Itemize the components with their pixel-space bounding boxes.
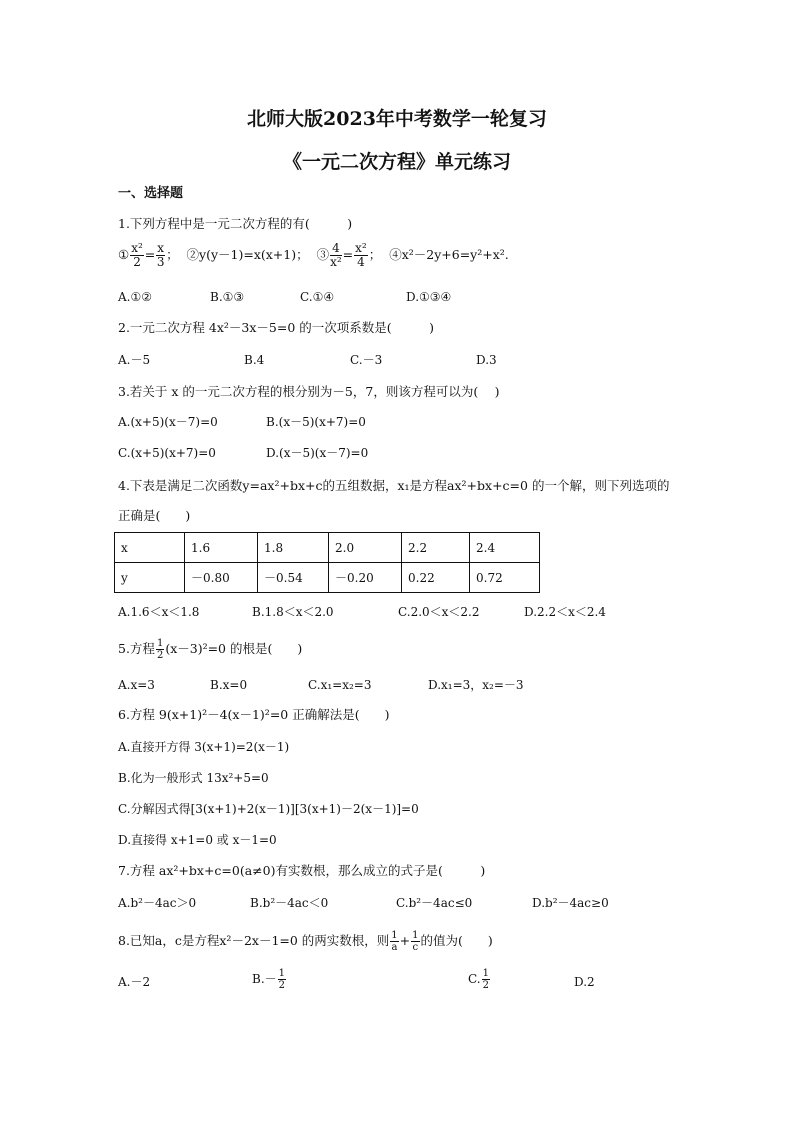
table-cell: 2.2 <box>402 533 470 563</box>
q1-e3-frac-right: $\frac{\text{x²}}{4}$ <box>355 241 367 269</box>
q8-stem: 8.已知a，c是方程x²－2x－1=0 的两实数根，则 $\frac{1}{a}$ + $\frac{1}{c}$ 的值为( ) <box>118 930 493 953</box>
q5-option-b: B.x=0 <box>210 678 248 692</box>
table-cell: －0.20 <box>329 563 402 593</box>
q5-option-d: D.x₁=3，x₂=－3 <box>428 678 524 692</box>
q1-e1-frac-right: $\frac{x}{3}$ <box>156 241 165 269</box>
q1-e4: ④x²－2y+6=y²+x². <box>389 247 509 262</box>
q3-option-a: A.(x+5)(x－7)=0 <box>118 415 218 429</box>
q8-option-c: C. $\frac{1}{2}$ <box>468 968 489 991</box>
q7-option-d: D.b²－4ac≥0 <box>532 896 609 910</box>
title-line-1: 北师大版2023年中考数学一轮复习 <box>247 108 547 130</box>
q1-option-d: D.①③④ <box>406 290 452 304</box>
table-cell: 2.4 <box>470 533 540 563</box>
q1-expressions: ① $\frac{\text{x²}}{2}$ = $\frac{x}{3}$ ； ②y(y－1)=x(x+1)； ③ $\frac{4}{\text{x²}}$ = $\frac{\text{x²}}{4}$ ； ④x²－2y+6=y²+x². <box>118 241 509 269</box>
title-line-2: 《一元二次方程》单元练习 <box>282 151 511 173</box>
q8-option-b: B.－ $\frac{1}{2}$ <box>252 968 286 991</box>
q3-option-c: C.(x+5)(x+7)=0 <box>118 446 216 460</box>
q3-option-b: B.(x－5)(x+7)=0 <box>266 415 366 429</box>
q4-stem-line-1: 4.下表是满足二次函数y=ax²+bx+c的五组数据，x₁是方程ax²+bx+c=0 的一个解，则下列选项的 <box>118 478 670 493</box>
table-row <box>115 533 540 563</box>
table-cell: －0.80 <box>185 563 258 593</box>
q8-option-b-fraction: $\frac{1}{2}$ <box>278 968 286 991</box>
q3-stem: 3.若关于 x 的一元二次方程的根分别为－5，7，则该方程可以为( ) <box>118 384 500 399</box>
q1-e3-frac-left: $\frac{4}{\text{x²}}$ <box>330 241 342 269</box>
q5-fraction: $\frac{1}{2}$ <box>156 638 164 661</box>
table-cell: x <box>115 533 185 563</box>
q7-stem: 7.方程 ax²+bx+c=0(a≠0)有实数根，那么成立的式子是( ) <box>118 863 486 878</box>
q2-option-c: C.－3 <box>350 353 383 367</box>
table-cell: －0.54 <box>258 563 329 593</box>
q7-option-b: B.b²－4ac＜0 <box>250 896 329 910</box>
table-cell: 1.6 <box>185 533 258 563</box>
table-row <box>115 563 540 593</box>
table-cell: y <box>115 563 185 593</box>
q7-option-a: A.b²－4ac＞0 <box>118 896 197 910</box>
q6-option-a: A.直接开方得 3(x+1)=2(x－1) <box>118 740 290 754</box>
q2-stem: 2.一元二次方程 4x²－3x－5=0 的一次项系数是( ) <box>118 320 435 335</box>
q5-stem: 5.方程 $\frac{1}{2}$ (x－3)²=0 的根是( ) <box>118 638 303 661</box>
q1-option-b: B.①③ <box>210 290 245 304</box>
q8-fraction-a: $\frac{1}{a}$ <box>391 930 398 953</box>
q4-option-b: B.1.8＜x＜2.0 <box>252 605 334 619</box>
q3-option-d: D.(x－5)(x－7)=0 <box>266 446 369 460</box>
q1-stem: 1.下列方程中是一元二次方程的有( ) <box>118 216 353 231</box>
q6-option-c: C.分解因式得[3(x+1)+2(x－1)][3(x+1)－2(x－1)]=0 <box>118 802 419 816</box>
q4-option-d: D.2.2＜x＜2.4 <box>524 605 606 619</box>
q1-e1-frac-left: $\frac{\text{x²}}{2}$ <box>131 241 143 269</box>
q5-option-c: C.x₁=x₂=3 <box>308 678 372 692</box>
q5-option-a: A.x=3 <box>118 678 155 692</box>
q1-e2: ②y(y－1)=x(x+1)； <box>186 247 309 262</box>
q6-stem: 6.方程 9(x+1)²－4(x－1)²=0 正确解法是( ) <box>118 707 390 722</box>
q1-option-a: A.①② <box>118 290 152 304</box>
table-cell: 0.22 <box>402 563 470 593</box>
table-cell: 1.8 <box>258 533 329 563</box>
q8-option-a: A.－2 <box>118 975 151 989</box>
data-table <box>114 532 540 593</box>
q6-option-d: D.直接得 x+1=0 或 x－1=0 <box>118 833 277 847</box>
q1-e1-marker: ① <box>118 247 130 262</box>
table-cell: 0.72 <box>470 563 540 593</box>
q2-option-b: B.4 <box>244 353 265 367</box>
q2-option-a: A.－5 <box>118 353 151 367</box>
q4-stem-line-2: 正确是( ) <box>118 508 191 523</box>
q8-option-d: D.2 <box>574 975 595 989</box>
q1-option-c: C.①④ <box>300 290 335 304</box>
table-cell: 2.0 <box>329 533 402 563</box>
q2-option-d: D.3 <box>476 353 497 367</box>
section-heading: 一、选择题 <box>118 186 184 201</box>
q6-option-b: B.化为一般形式 13x²+5=0 <box>118 771 269 785</box>
q4-option-a: A.1.6＜x＜1.8 <box>118 605 200 619</box>
q7-option-c: C.b²－4ac≤0 <box>396 896 473 910</box>
q8-fraction-c: $\frac{1}{c}$ <box>412 930 419 953</box>
q4-option-c: C.2.0＜x＜2.2 <box>398 605 480 619</box>
q8-option-c-fraction: $\frac{1}{2}$ <box>482 968 489 991</box>
